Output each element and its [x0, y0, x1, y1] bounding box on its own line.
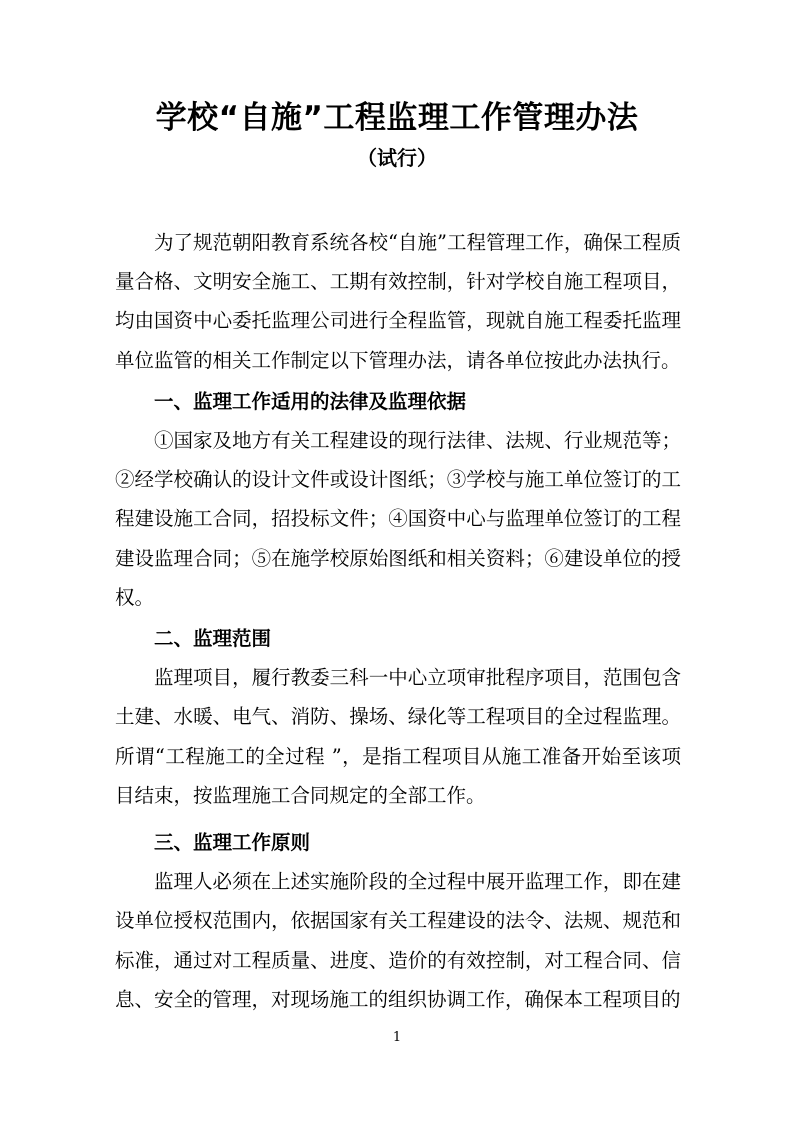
document-body — [115, 223, 681, 1019]
document-subtitle: （试行） — [357, 146, 437, 170]
intro-paragraph: 为了规范朝阳教育系统各校“自施”工程管理工作，确保工程质量合格、文明安全施工、工期有效控制，针对学校自施工程项目，均由国资中心委托监理公司进行全程监管，现就自施工程委托监理单位监管的相关工作制定以下管理办法，请各单位按此办法执行。 — [115, 231, 681, 372]
document-title: 学校“自施”工程监理工作管理办法 — [155, 100, 639, 136]
section-body-principles: 监理人必须在上述实施阶段的全过程中展开监理工作，即在建设单位授权范围内，依据国家有关工程建设的法令、法规、规范和标准，通过对工程质量、进度、造价的有效控制，对工程合同、信息、安全的管理，对现场施工的组织协调工作，确保本工程项目的 — [115, 870, 681, 1011]
section-heading-legal-basis: 一、监理工作适用的法律及监理依据 — [154, 389, 467, 413]
section-body-legal-basis: ①国家及地方有关工程建设的现行法律、法规、行业规范等；②经学校确认的设计文件或设计图纸；③学校与施工单位签订的工程建设施工合同，招投标文件；④国资中心与监理单位签订的工程建设监理合同；⑤在施学校原始图纸和相关资料；⑥建设单位的授权。 — [115, 429, 681, 609]
page-number: 1 — [392, 1030, 402, 1045]
section-heading-principles: 三、监理工作原则 — [154, 831, 311, 855]
section-body-scope: 监理项目，履行教委三科一中心立项审批程序项目，范围包含土建、水暖、电气、消防、操场、绿化等工程项目的全过程监理。所谓“工程施工的全过程 ”，是指工程项目从施工准备开始至该项目结束，按监理施工合同规定的全部工作。 — [115, 666, 681, 807]
section-heading-scope: 二、监理范围 — [154, 627, 272, 651]
